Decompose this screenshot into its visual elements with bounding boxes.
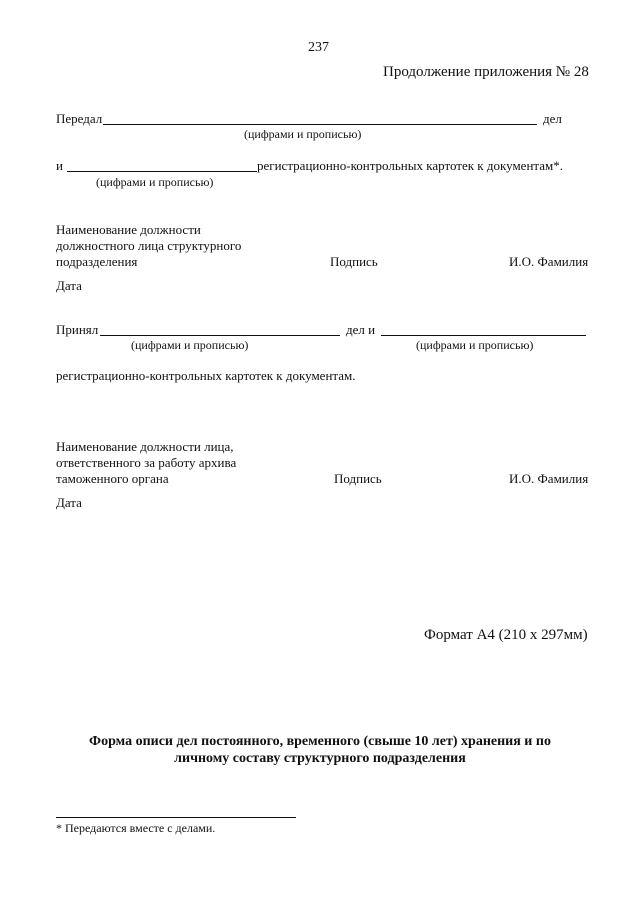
transfer-and-label: и [56, 158, 63, 173]
footnote: * Передаются вместе с делами. [56, 821, 216, 835]
transfer-hint-2: (цифрами и прописью) [96, 175, 214, 189]
sign1-position-line2: должностного лица структурного [56, 238, 242, 253]
transfer-cards-text: регистрационно-контрольных картотек к документам*. [257, 158, 563, 173]
page-number: 237 [308, 40, 329, 55]
form-title-line1: Форма описи дел постоянного, временного (свыше 10 лет) хранения и по [89, 734, 551, 749]
accept-label: Принял [56, 322, 99, 337]
sign2-signature: Подпись [334, 471, 382, 486]
transfer-cards-line [67, 171, 257, 172]
footnote-separator [56, 817, 296, 818]
sign2-date: Дата [56, 495, 82, 510]
accept-count-line-1 [100, 335, 340, 336]
sign1-position-line1: Наименование должности [56, 222, 201, 237]
format-note: Формат А4 (210 x 297мм) [424, 627, 588, 643]
sign1-position-line3: подразделения [56, 254, 138, 269]
transfer-count-line [103, 124, 537, 125]
sign2-position-line3: таможенного органа [56, 471, 169, 486]
transfer-label: Передал [56, 111, 103, 126]
accept-hint-2: (цифрами и прописью) [416, 338, 534, 352]
accept-cards-text: регистрационно-контрольных картотек к документам. [56, 368, 356, 383]
transfer-suffix: дел [543, 111, 562, 126]
form-title-line2: личному составу структурного подразделения [174, 751, 466, 766]
sign2-position-line2: ответственного за работу архива [56, 455, 237, 470]
transfer-hint-1: (цифрами и прописью) [244, 127, 362, 141]
sign1-name: И.О. Фамилия [509, 254, 589, 269]
sign2-position-line1: Наименование должности лица, [56, 439, 234, 454]
sign1-date: Дата [56, 278, 82, 293]
accept-mid: дел и [346, 322, 376, 337]
accept-count-line-2 [381, 335, 586, 336]
sign1-signature: Подпись [330, 254, 378, 269]
sign2-name: И.О. Фамилия [509, 471, 589, 486]
accept-hint-1: (цифрами и прописью) [131, 338, 249, 352]
appendix-header: Продолжение приложения № 28 [383, 64, 589, 80]
